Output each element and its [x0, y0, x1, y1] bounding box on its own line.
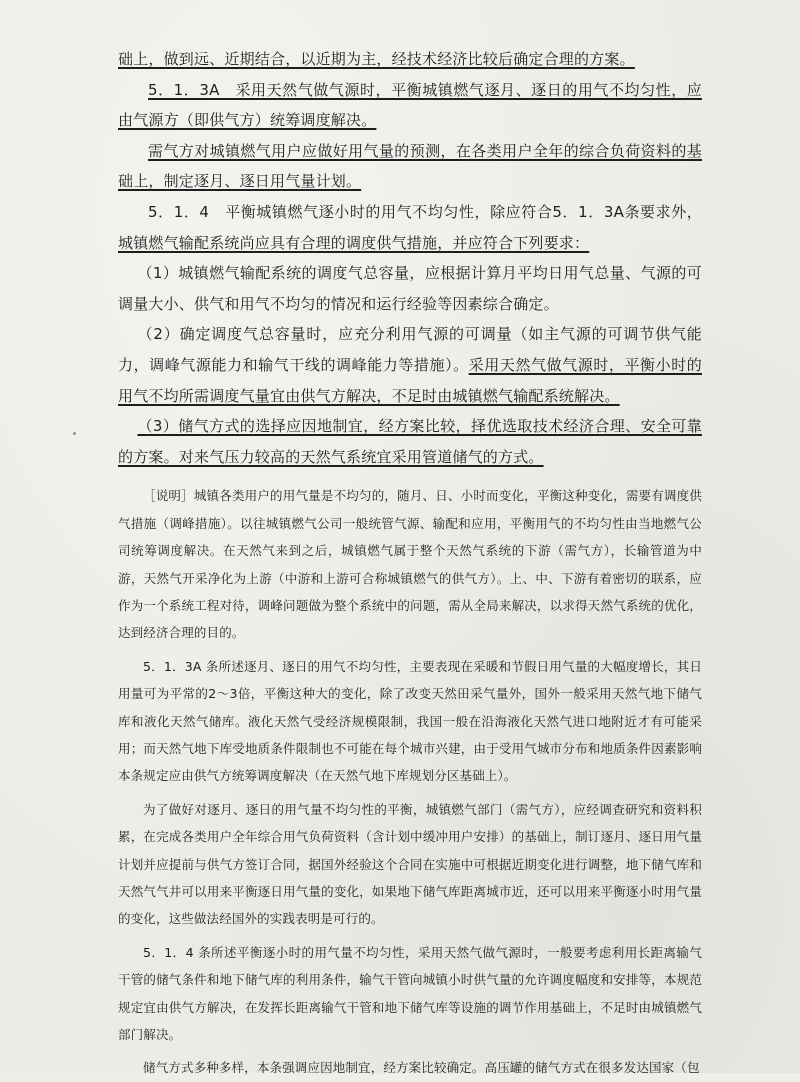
spec-item-1: （1）城镇燃气输配系统的调度气总容量，应根据计算月平均日用气总量、气源的可调量大小、供气和用气不均匀的情况和运行经验等因素综合确定。 [118, 264, 702, 313]
spec-clause-5-1-3a: 5．1．3A 采用天然气做气源时，平衡城镇燃气逐月、逐日的用气不均匀性，应由气源方（即供气方）统筹调度解决。 [118, 80, 702, 130]
explanation-paragraph-4: 5．1．4 条所述平衡逐小时的用气量不均匀性，采用天然气做气源时，一般要考虑利用长距离输气干管的储气条件和地下储气库的利用条件，输气干管向城镇小时供气量的允许调度幅度和安排等，本规范规定宜由供气方解决，在发挥长距离输气干管和地下储气库等设施的调节作用基础上，不足时由城镇燃气部门解决。 [118, 944, 702, 1043]
explanation-paragraph-3: 为了做好对逐月、逐日的用气量不均匀性的平衡，城镇燃气部门（需气方），应经调查研究和资料积累，在完成各类用户全年综合用气负荷资料（含计划中缓冲用户安排）的基础上，制订逐月、逐日用气量计划并应提前与供气方签订合同，据国外经验这个合同在实施中可根据近期变化进行调整，地下储气库和天然气气井可以用来平衡逐日用气量的变化，如果地下储气库距离城市近，还可以用来平衡逐小时用气量的变化，这些做法经国外的实践表明是可行的。 [118, 801, 702, 927]
paper-speck [73, 432, 76, 435]
explanation-paragraph-1: ［说明］城镇各类用户的用气量是不均匀的，随月、日、小时而变化，平衡这种变化，需要有调度供气措施（调峰措施）。以往城镇燃气公司一般统管气源、输配和应用，平衡用气的不均匀性由当地燃气公司统筹调度解决。在天然气来到之后，城镇燃气属于整个天然气系统的下游（需气方），长输管道为中游，天然气开采净化为上游（中游和上游可合称城镇燃气的供气方）。上、中、下游有着密切的联系，应作为一个系统工程对待，调峰问题做为整个系统中的问题，需从全局来解决，以求得天然气系统的优化，达到经济合理的目的。 [118, 488, 702, 641]
spec-item-2-text: （2）确定调度气总容量时，应充分利用气源的可调量（如主气源的可调节供气能力，调峰气源能力和输气干线的调峰能力等措施）。 [118, 325, 702, 374]
spec-clause-5-1-4 [118, 197, 702, 258]
explanation-paragraph-5: 储气方式多种多样，本条强调应因地制宜，经方案比较确定。高压罐的储气方式在很多发达国家（包 [143, 1060, 700, 1076]
spec-clause-5-1-3a-demand: 需气方对城镇燃气用户应做好用气量的预测，在各类用户全年的综合负荷资料的基础上，制定逐月、逐日用气量计划。 [118, 141, 702, 191]
spec-item-2 [118, 319, 702, 411]
spec-item-2-underlined: 采用天然气做气源时，平衡小时的用气不均所需调度气量宜由供气方解决，不足时由城镇燃气输配系统解决。 [118, 355, 702, 405]
spec-clause-5-1-4-text: 5．1．4 平衡城镇燃气逐小时的用气不均匀性，除应符合5．1．3A条要求外， [148, 202, 702, 221]
spec-item-3: （3）储气方式的选择应因地制宜，经方案比较，择优选取技术经济合理、安全可靠的方案。对来气压力较高的天然气系统宜采用管道储气的方式。 [118, 417, 702, 466]
spec-clause-5-1-4-underlined: 城镇燃气输配系统尚应具有合理的调度供气措施，并应符合下列要求： [118, 233, 590, 252]
explanation-paragraph-2: 5．1．3A 条所述逐月、逐日的用气不均匀性，主要表现在采暖和节假日用气量的大幅度增长，其日用量可为平常的2～3倍，平衡这种大的变化，除了改变天然田采气量外，国外一般采用天然气地下储气库和液化天然气储库。液化天然气受经济规模限制，我国一般在沿海液化天然气进口地附近才有可能采用；而天然气地下库受地质条件限制也不可能在每个城市兴建，由于受用气城市分布和地质条件因素影响本条规定应由供气方统筹调度解决（在天然气地下库规划分区基础上）。 [118, 658, 702, 784]
spec-paragraph-1: 础上，做到远、近期结合，以近期为主，经技术经济比较后确定合理的方案。 [118, 50, 635, 68]
